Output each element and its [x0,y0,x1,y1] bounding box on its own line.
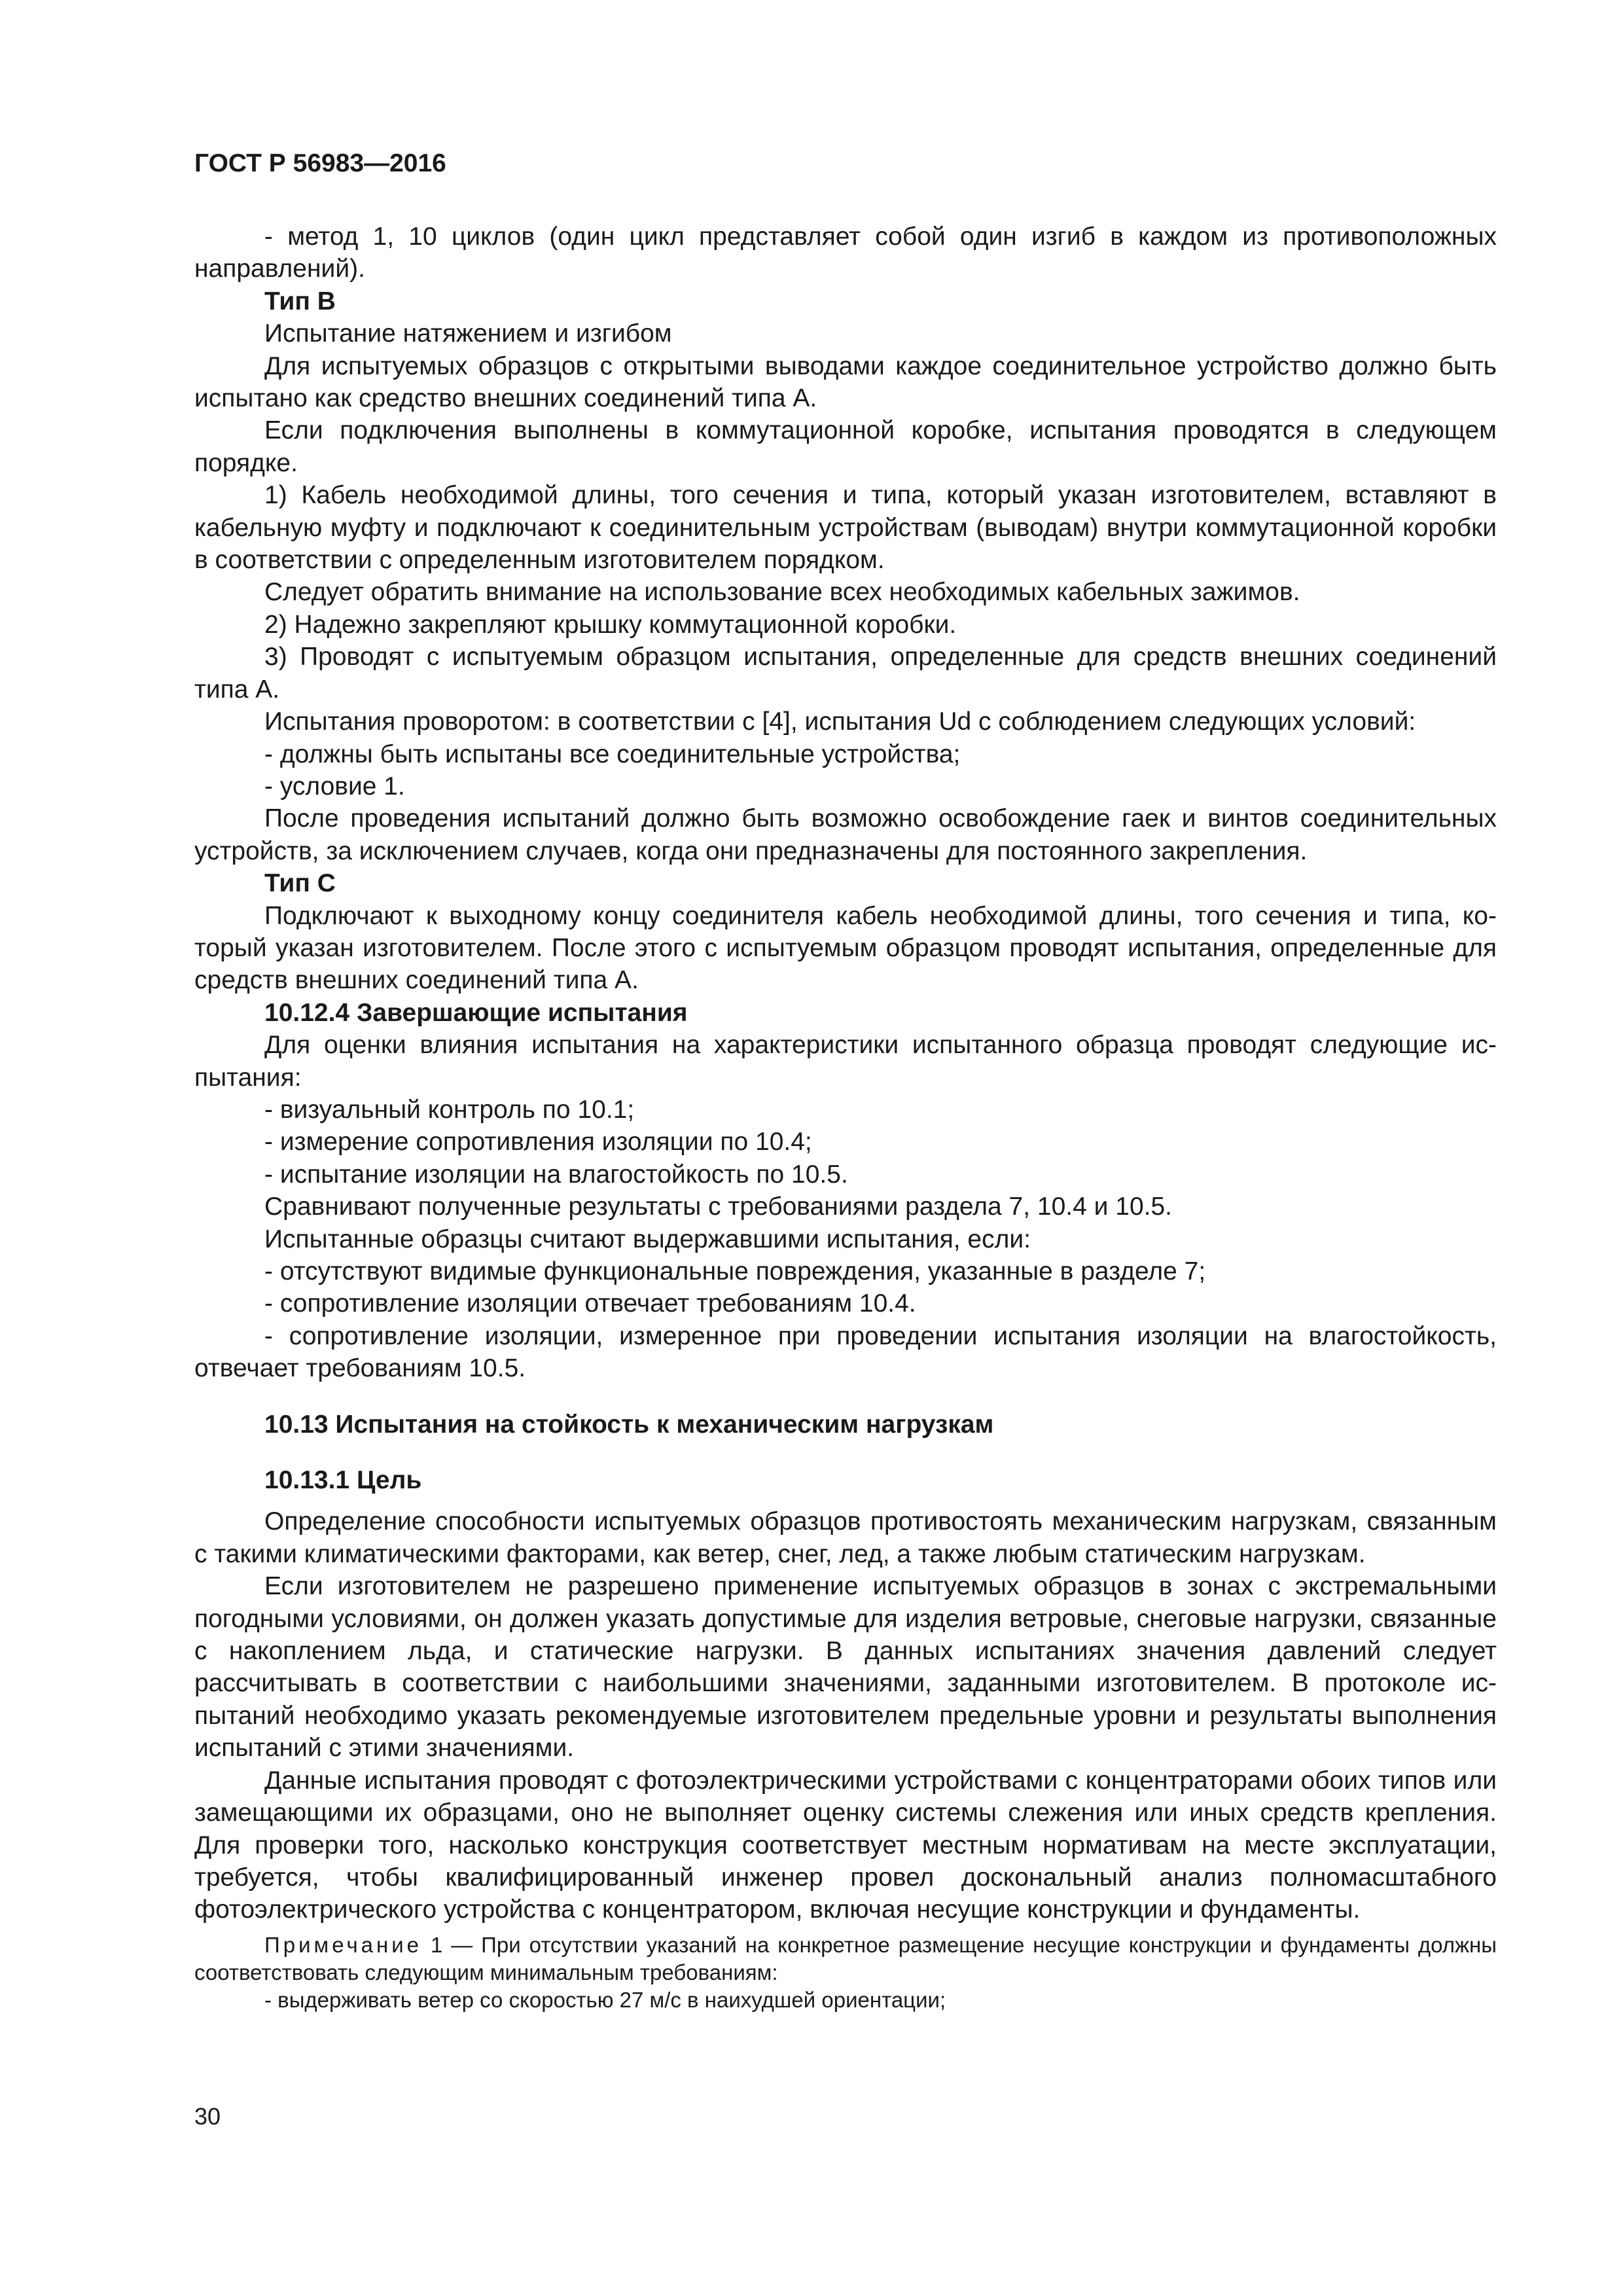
list-item: - должны быть испытаны все соединительные устройства; [264,740,961,768]
paragraph: Испытанные образцы считают выдержавшими испытания, если: [264,1225,1031,1253]
list-item: - визуальный контроль по 10.1; [264,1095,635,1124]
note-text: 1 — При отсутствии указаний на конкретное размещение несущие конструкции и фундаменты должны соответствовать следующим минимальным требованиям: [194,1932,1497,1984]
paragraph: Если изготовителем не разрешено применение испытуемых образцов в зонах с экстремальными погодными условиями, он должен указать допустимые для изделия ветровые, снеговые нагрузки, связанные с накоплением льда, и статические нагрузки. В данных испытаниях значения давлений следует рассчитывать в соответствии с наибольшими значениями, заданными изготовителем. В протоколе испытаний необходимо указать рекомендуемые изготовителем предельные уровни и результаты выполнения испытаний с этими значениями. [194,1572,1497,1763]
paragraph: Если подключения выполнены в коммутационной коробке, испытания проводятся в следующем порядке. [194,416,1497,477]
list-item: - сопротивление изоляции, измеренное при проведении испытания изоляции на влагостойкость, отвечает требованиям 10.5. [194,1321,1497,1383]
paragraph: 2) Надежно закрепляют крышку коммутационной коробки. [264,610,957,639]
subsection-heading-10-13-1: 10.13.1 Цель [264,1466,422,1495]
note [194,1931,1497,1986]
standard-header: ГОСТ Р 56983—2016 [194,149,446,177]
list-item: - метод 1, 10 циклов (один цикл представляет собой один изгиб в каждом из противоположных направлений). [194,223,1497,283]
paragraph: Данные испытания проводят с фотоэлектрическими устройствами с концентраторами обоих типов или замещающими их образцами, оно не выполняет оценку системы слежения или иных средств крепления. Для проверки того, насколько конструкция соответствует местным нормативам на месте эксплуатации, требуется, чтобы квалифицированный инженер провел доскональный анализ полномасштабного фотоэлектрического устройства с концентратором, включая несущие конструкции и фундаменты. [194,1766,1497,1924]
list-item: - испытание изоляции на влагостойкость по 10.5. [264,1160,848,1189]
paragraph: 3) Проводят с испытуемым образцом испытания, определенные для средств внешних соединений типа А. [194,643,1497,704]
section-heading-10-13: 10.13 Испытания на стойкость к механическим нагрузкам [264,1410,994,1439]
list-item: - условие 1. [264,772,405,800]
subheading-type-c: Тип С [264,869,336,898]
note-label: Примечание [264,1932,423,1957]
paragraph: Испытание натяжением и изгибом [264,319,672,348]
paragraph: Для оценки влияния испытания на характеристики испытанного образца проводят следующие испытания: [194,1031,1497,1092]
paragraph: 1) Кабель необходимой длины, того сечения и типа, который указан изготовителем, вставляют в кабельную муфту и подключают к соединительным устройствам (выводам) внутри коммутационной коробки в соответствии с определенным изготовителем порядком. [194,481,1497,575]
paragraph: Испытания проворотом: в соответствии с [4], испытания Ud с соблюдением следующих условий: [264,708,1416,736]
document-body [194,221,1497,2014]
paragraph: Сравнивают полученные результаты с требованиями раздела 7, 10.4 и 10.5. [264,1193,1172,1221]
subsection-heading-10-12-4: 10.12.4 Завершающие испытания [264,998,688,1027]
list-item: - измерение сопротивления изоляции по 10.4; [264,1128,812,1157]
subheading-type-b: Тип B [264,287,336,315]
note-list-item: - выдерживать ветер со скоростью 27 м/с в наихудшей ориентации; [264,1987,946,2012]
paragraph: Для испытуемых образцов с открытыми выводами каждое соединительное устройство должно быть испытано как средство внешних соединений типа А. [194,351,1497,413]
list-item: - отсутствуют видимые функциональные повреждения, указанные в разделе 7; [264,1257,1206,1285]
paragraph: После проведения испытаний должно быть возможно освобождение гаек и винтов соединительных устройств, за исключением случаев, когда они предназначены для постоянного закрепления. [194,804,1497,865]
page-number: 30 [194,2103,221,2130]
document-page [194,147,1497,2014]
paragraph: Определение способности испытуемых образцов противостоять механическим нагрузкам, связанным с такими климатическими факторами, как ветер, снег, лед, а также любым статическим нагрузкам. [194,1507,1497,1568]
paragraph: Следует обратить внимание на использование всех необходимых кабельных зажимов. [264,578,1300,607]
paragraph: Подключают к выходному концу соединителя кабель необходимой длины, того сечения и типа, который указан изготовителем. После этого с испытуемым образцом проводят испытания, определенные для средств внешних соединений типа А. [194,901,1497,995]
list-item: - сопротивление изоляции отвечает требованиям 10.4. [264,1289,916,1318]
